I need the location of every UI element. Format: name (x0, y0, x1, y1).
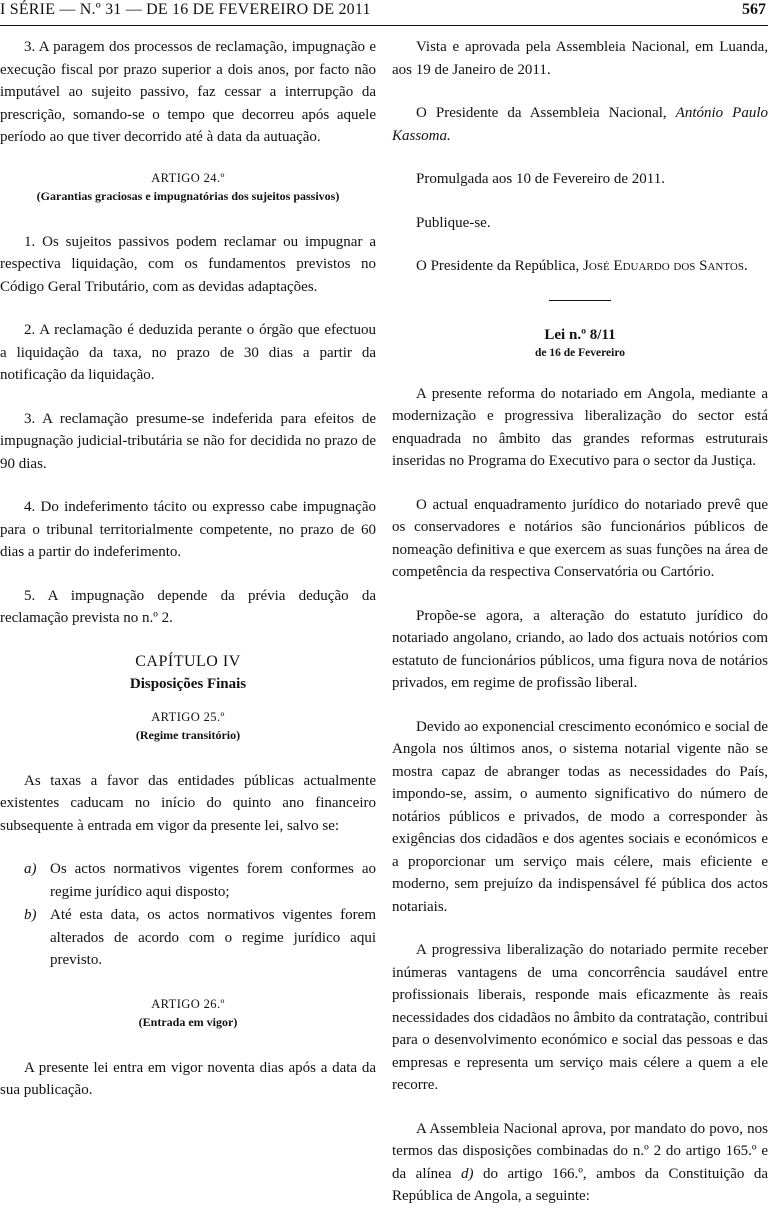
preamble-paragraph-5: A progressiva liberalização do notariado permite receber inúmeras vantagens de uma concorrência saudável entre profissionais liberais, responde mais eficazmente às reais necessidades dos cidadãos no âmbito da contratação, contribui para o desenvolvimento económico e social das pessoas e das empresas e representa um serviço mais célere a quem a ele recorre. (392, 942, 768, 1093)
article-24-subtitle: (Garantias graciosas e impugnatórias dos sujeitos passivos) (36, 188, 340, 203)
article-24-title: ARTIGO 24.º (151, 170, 225, 185)
left-column (0, 36, 376, 1102)
preamble-paragraph-1: A presente reforma do notariado em Angola, mediante a modernização e progressiva liberalização do sector está enquadrada no âmbito das grandes reformas estruturais inseridas no Programa do Executivo para o sector da Justiça. (392, 385, 768, 469)
approval-statement: Vista e aprovada pela Assembleia Nacional, em Luanda, aos 19 de Janeiro de 2011. (392, 39, 768, 78)
republic-president-prefix: O Presidente da República, (416, 258, 580, 274)
article-25-title: ARTIGO 25.º (151, 709, 225, 724)
list-item-a (0, 858, 376, 903)
republic-president-name: José Eduardo dos Santos. (583, 258, 748, 274)
page-number: 567 (742, 1, 766, 18)
preamble-paragraph-6 (392, 1118, 768, 1208)
article-25-subtitle: (Regime transitório) (135, 727, 241, 742)
article-26-paragraph: A presente lei entra em vigor noventa dias após a data da sua publicação. (0, 1059, 376, 1098)
republic-president (392, 255, 768, 278)
article-24-paragraph-1: 1. Os sujeitos passivos podem reclamar ou impugnar a respectiva liquidação, com os fundamentos previstos no Código Geral Tributário, com as devidas adaptações. (0, 233, 376, 295)
paragraph-3: 3. A paragem dos processos de reclamação, impugnação e execução fiscal por prazo superior a dois anos, por facto não imputável ao sujeito passivo, faz cessar a interrupção da prescrição, somando-se o tempo que decorreu após aquele período ao que tiver decorrido até à data da autuação. (0, 39, 376, 145)
list-item-a-mark: a) (24, 861, 37, 877)
article-24-paragraph-3: 3. A reclamação presume-se indeferida para efeitos de impugnação judicial-tributária se não for decidida no prazo de 90 dias. (0, 410, 376, 472)
preamble-paragraph-3: Propõe-se agora, a alteração do estatuto jurídico do notariado angolano, criando, ao lado dos actuais notórios com estatuto de funcionários públicos, uma figura nova de notários privados, em regime de profissão liberal. (392, 607, 768, 691)
section-separator (549, 300, 611, 301)
page-header (0, 0, 768, 26)
assembly-president-prefix: O Presidente da Assembleia Nacional, (416, 105, 667, 121)
assembly-president-name: António Paulo Kassoma. (392, 105, 768, 144)
list-item-b (0, 904, 376, 972)
article-26-subtitle: (Entrada em vigor) (138, 1014, 238, 1029)
law-date: de 16 de Fevereiro (535, 346, 625, 359)
article-24-paragraph-2: 2. A reclamação é deduzida perante o órgão que efectuou a liquidação da taxa, no prazo de 30 dias a partir da notificação da liquidação. (0, 322, 376, 383)
article-24-paragraph-5: 5. A impugnação depende da prévia dedução da reclamação prevista no n.º 2. (0, 587, 376, 626)
assembly-president (392, 102, 768, 147)
right-column (392, 36, 768, 1208)
preamble-paragraph-6-end: do artigo 166.º, ambos da Constituição da República de Angola, a seguinte: (392, 1165, 768, 1204)
article-24-paragraph-4: 4. Do indeferimento tácito ou expresso cabe impugnação para o tribunal territorialmente competente, no prazo de 60 dias a partir do indeferimento. (0, 499, 376, 560)
preamble-paragraph-6-start: A Assembleia Nacional aprova, por mandato do povo, nos termos das disposições combinadas do n.º 2 do artigo 165.º e da alínea (392, 1120, 768, 1182)
chapter-title: CAPÍTULO IV (135, 652, 241, 670)
list-item-b-text: Até esta data, os actos normativos vigentes forem alterados de acordo com o regime jurídico aqui previsto. (50, 907, 376, 968)
list-item-b-mark: b) (24, 907, 37, 923)
promulgation-statement: Promulgada aos 10 de Fevereiro de 2011. (416, 171, 665, 187)
law-title: Lei n.º 8/11 (544, 326, 616, 343)
chapter-subtitle: Disposições Finais (129, 675, 247, 692)
header-issue-info: I SÉRIE — N.º 31 — DE 16 DE FEVEREIRO DE 2011 (0, 1, 371, 18)
publish-statement: Publique-se. (416, 214, 491, 231)
article-25-paragraph: As taxas a favor das entidades públicas actualmente existentes caducam no início do quinto ano financeiro subsequente à entrada em vigor da presente lei, salvo se: (0, 772, 376, 834)
preamble-paragraph-6-italic: d) (461, 1165, 474, 1182)
preamble-paragraph-2: O actual enquadramento jurídico do notariado prevê que os conservadores e notários são funcionários públicos de nomeação definitiva e que exercem as suas funções na área de competência da respectiva Conservatória ou Cartório. (392, 496, 768, 580)
article-26-title: ARTIGO 26.º (151, 996, 225, 1011)
list-item-a-text: Os actos normativos vigentes forem conformes ao regime jurídico aqui disposto; (50, 861, 376, 900)
preamble-paragraph-4: Devido ao exponencial crescimento económico e social de Angola nos últimos anos, o sistema notarial vigente não se mostra capaz de abranger todas as necessidades do País, impondo-se, assim, o aumento significativo do número de notários públicos e privados, de modo a corresponder às exigências dos cidadãos e dos agentes sociais e económicos e a proporcionar um serviço mais célere, mais eficiente e moderno, sem prejuízo da indispensável fé pública dos actos notariais. (392, 718, 768, 915)
